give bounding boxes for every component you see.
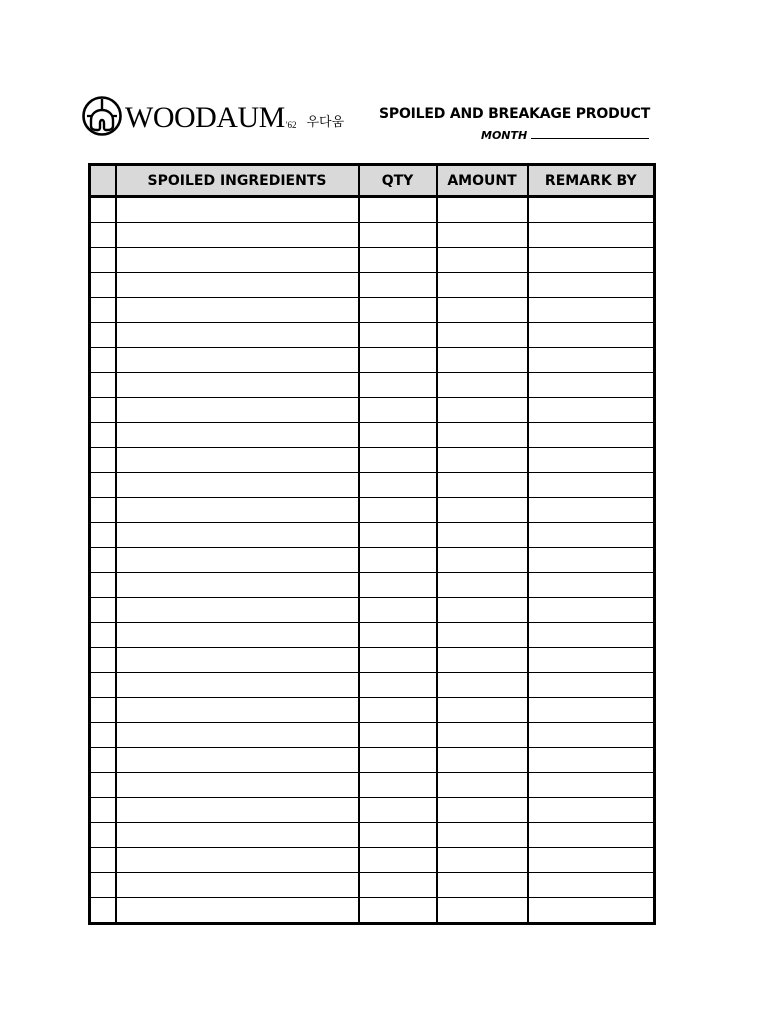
spoiled-ingredient-cell[interactable]	[116, 423, 359, 448]
table-row	[90, 773, 655, 798]
spoiled-ingredient-cell[interactable]	[116, 848, 359, 873]
row-number-cell	[90, 248, 116, 273]
table-row	[90, 648, 655, 673]
row-number-cell	[90, 673, 116, 698]
amount-cell[interactable]	[437, 573, 528, 598]
amount-cell[interactable]	[437, 548, 528, 573]
row-number-cell	[90, 548, 116, 573]
qty-cell[interactable]	[359, 197, 437, 223]
remark-by-cell[interactable]	[528, 673, 655, 698]
qty-cell[interactable]	[359, 848, 437, 873]
table-row	[90, 223, 655, 248]
qty-cell[interactable]	[359, 723, 437, 748]
spoiled-ingredient-cell[interactable]	[116, 248, 359, 273]
amount-cell[interactable]	[437, 723, 528, 748]
amount-cell[interactable]	[437, 448, 528, 473]
spoiled-ingredient-cell[interactable]	[116, 473, 359, 498]
remark-by-cell[interactable]	[528, 798, 655, 823]
spoiled-ingredient-cell[interactable]	[116, 398, 359, 423]
qty-cell[interactable]	[359, 523, 437, 548]
table-row	[90, 748, 655, 773]
qty-cell[interactable]	[359, 473, 437, 498]
amount-cell[interactable]	[437, 873, 528, 898]
qty-cell[interactable]	[359, 398, 437, 423]
woodaum-logo	[82, 94, 344, 138]
amount-cell[interactable]	[437, 623, 528, 648]
remark-by-cell[interactable]	[528, 373, 655, 398]
row-number-cell	[90, 748, 116, 773]
spoiled-ingredient-cell[interactable]	[116, 323, 359, 348]
table-row	[90, 873, 655, 898]
qty-cell[interactable]	[359, 673, 437, 698]
spoiled-ingredient-cell[interactable]	[116, 698, 359, 723]
spoiled-ingredient-cell[interactable]	[116, 723, 359, 748]
amount-cell[interactable]	[437, 798, 528, 823]
amount-cell[interactable]	[437, 423, 528, 448]
spoiled-breakage-table	[88, 163, 656, 925]
remark-by-cell[interactable]	[528, 848, 655, 873]
table-row	[90, 548, 655, 573]
table-row	[90, 248, 655, 273]
table-row	[90, 323, 655, 348]
spoiled-ingredient-cell[interactable]	[116, 823, 359, 848]
row-number-cell	[90, 773, 116, 798]
remark-by-cell[interactable]	[528, 448, 655, 473]
spoiled-ingredient-cell[interactable]	[116, 523, 359, 548]
remark-by-cell[interactable]	[528, 248, 655, 273]
remark-by-cell[interactable]	[528, 748, 655, 773]
column-header-spoiled-ingredients: SPOILED INGREDIENTS	[116, 165, 359, 197]
remark-by-cell[interactable]	[528, 823, 655, 848]
table-row	[90, 673, 655, 698]
spoiled-ingredient-cell[interactable]	[116, 573, 359, 598]
remark-by-cell[interactable]	[528, 548, 655, 573]
remark-by-cell[interactable]	[528, 773, 655, 798]
qty-cell[interactable]	[359, 773, 437, 798]
logo-year: '62	[285, 120, 297, 130]
row-number-cell	[90, 873, 116, 898]
remark-by-cell[interactable]	[528, 873, 655, 898]
spoiled-ingredient-cell[interactable]	[116, 548, 359, 573]
row-number-cell	[90, 448, 116, 473]
logo-wordmark: WOODAUM	[125, 101, 285, 134]
amount-cell[interactable]	[437, 473, 528, 498]
qty-cell[interactable]	[359, 323, 437, 348]
column-header-amount: AMOUNT	[437, 165, 528, 197]
spoiled-ingredient-cell[interactable]	[116, 298, 359, 323]
spoiled-ingredient-cell[interactable]	[116, 873, 359, 898]
qty-cell[interactable]	[359, 748, 437, 773]
row-number-cell	[90, 848, 116, 873]
amount-cell[interactable]	[437, 223, 528, 248]
row-number-cell	[90, 723, 116, 748]
remark-by-cell[interactable]	[528, 648, 655, 673]
spoiled-ingredient-cell[interactable]	[116, 448, 359, 473]
row-number-cell	[90, 623, 116, 648]
spoiled-ingredient-cell[interactable]	[116, 373, 359, 398]
remark-by-cell[interactable]	[528, 573, 655, 598]
spoiled-ingredient-cell[interactable]	[116, 348, 359, 373]
remark-by-cell[interactable]	[528, 223, 655, 248]
remark-by-cell[interactable]	[528, 197, 655, 223]
table-row	[90, 898, 655, 924]
spoiled-ingredient-cell[interactable]	[116, 498, 359, 523]
qty-cell[interactable]	[359, 623, 437, 648]
table-row	[90, 698, 655, 723]
qty-cell[interactable]	[359, 648, 437, 673]
row-number-cell	[90, 398, 116, 423]
table-row	[90, 197, 655, 223]
remark-by-cell[interactable]	[528, 598, 655, 623]
woodaum-emblem-icon	[82, 95, 122, 137]
amount-cell[interactable]	[437, 298, 528, 323]
table-row	[90, 398, 655, 423]
table-row	[90, 273, 655, 298]
remark-by-cell[interactable]	[528, 423, 655, 448]
remark-by-cell[interactable]	[528, 398, 655, 423]
spoiled-ingredient-cell[interactable]	[116, 223, 359, 248]
spoiled-ingredient-cell[interactable]	[116, 623, 359, 648]
remark-by-cell[interactable]	[528, 698, 655, 723]
spoiled-ingredient-cell[interactable]	[116, 648, 359, 673]
amount-cell[interactable]	[437, 773, 528, 798]
qty-cell[interactable]	[359, 373, 437, 398]
qty-cell[interactable]	[359, 498, 437, 523]
remark-by-cell[interactable]	[528, 498, 655, 523]
month-blank-line[interactable]	[531, 127, 649, 139]
table-row	[90, 348, 655, 373]
table-row	[90, 798, 655, 823]
row-number-cell	[90, 823, 116, 848]
spoiled-ingredient-cell[interactable]	[116, 197, 359, 223]
remark-by-cell[interactable]	[528, 298, 655, 323]
amount-cell[interactable]	[437, 248, 528, 273]
table-row	[90, 423, 655, 448]
amount-cell[interactable]	[437, 823, 528, 848]
spoiled-ingredient-cell[interactable]	[116, 748, 359, 773]
table-row	[90, 823, 655, 848]
row-number-cell	[90, 523, 116, 548]
amount-cell[interactable]	[437, 273, 528, 298]
logo-korean-name: 우다움	[306, 114, 345, 130]
page-title: SPOILED AND BREAKAGE PRODUCT	[379, 106, 651, 122]
amount-cell[interactable]	[437, 698, 528, 723]
qty-cell[interactable]	[359, 298, 437, 323]
qty-cell[interactable]	[359, 223, 437, 248]
column-header-qty: QTY	[359, 165, 437, 197]
spoiled-ingredient-cell[interactable]	[116, 673, 359, 698]
remark-by-cell[interactable]	[528, 473, 655, 498]
qty-cell[interactable]	[359, 573, 437, 598]
remark-by-cell[interactable]	[528, 323, 655, 348]
amount-cell[interactable]	[437, 673, 528, 698]
remark-by-cell[interactable]	[528, 623, 655, 648]
column-header-remark-by: REMARK BY	[528, 165, 655, 197]
month-label: MONTH	[481, 129, 528, 142]
spoiled-ingredient-cell[interactable]	[116, 798, 359, 823]
table-row	[90, 298, 655, 323]
row-number-cell	[90, 298, 116, 323]
amount-cell[interactable]	[437, 197, 528, 223]
row-number-cell	[90, 348, 116, 373]
remark-by-cell[interactable]	[528, 898, 655, 924]
remark-by-cell[interactable]	[528, 348, 655, 373]
spoiled-ingredient-cell[interactable]	[116, 773, 359, 798]
table-row	[90, 723, 655, 748]
qty-cell[interactable]	[359, 823, 437, 848]
qty-cell[interactable]	[359, 698, 437, 723]
month-field	[481, 127, 649, 142]
spoiled-ingredient-cell[interactable]	[116, 598, 359, 623]
table-row	[90, 473, 655, 498]
column-header-index	[90, 165, 116, 197]
row-number-cell	[90, 698, 116, 723]
row-number-cell	[90, 373, 116, 398]
table-row	[90, 598, 655, 623]
qty-cell[interactable]	[359, 423, 437, 448]
amount-cell[interactable]	[437, 523, 528, 548]
qty-cell[interactable]	[359, 548, 437, 573]
row-number-cell	[90, 498, 116, 523]
table-row	[90, 573, 655, 598]
table-header-row	[90, 165, 655, 197]
table-body	[90, 197, 655, 924]
row-number-cell	[90, 473, 116, 498]
qty-cell[interactable]	[359, 873, 437, 898]
row-number-cell	[90, 223, 116, 248]
qty-cell[interactable]	[359, 273, 437, 298]
row-number-cell	[90, 798, 116, 823]
amount-cell[interactable]	[437, 348, 528, 373]
spoiled-ingredient-cell[interactable]	[116, 898, 359, 924]
table-row	[90, 448, 655, 473]
remark-by-cell[interactable]	[528, 723, 655, 748]
row-number-cell	[90, 323, 116, 348]
qty-cell[interactable]	[359, 898, 437, 924]
amount-cell[interactable]	[437, 648, 528, 673]
remark-by-cell[interactable]	[528, 273, 655, 298]
qty-cell[interactable]	[359, 448, 437, 473]
amount-cell[interactable]	[437, 748, 528, 773]
amount-cell[interactable]	[437, 373, 528, 398]
qty-cell[interactable]	[359, 248, 437, 273]
table-row	[90, 373, 655, 398]
qty-cell[interactable]	[359, 348, 437, 373]
row-number-cell	[90, 423, 116, 448]
table-row	[90, 498, 655, 523]
row-number-cell	[90, 648, 116, 673]
row-number-cell	[90, 898, 116, 924]
amount-cell[interactable]	[437, 398, 528, 423]
spoiled-ingredient-cell[interactable]	[116, 273, 359, 298]
amount-cell[interactable]	[437, 323, 528, 348]
row-number-cell	[90, 273, 116, 298]
qty-cell[interactable]	[359, 598, 437, 623]
row-number-cell	[90, 598, 116, 623]
qty-cell[interactable]	[359, 798, 437, 823]
amount-cell[interactable]	[437, 598, 528, 623]
amount-cell[interactable]	[437, 498, 528, 523]
row-number-cell	[90, 573, 116, 598]
amount-cell[interactable]	[437, 848, 528, 873]
amount-cell[interactable]	[437, 898, 528, 924]
remark-by-cell[interactable]	[528, 523, 655, 548]
table-row	[90, 623, 655, 648]
row-number-cell	[90, 197, 116, 223]
table-row	[90, 523, 655, 548]
table-row	[90, 848, 655, 873]
